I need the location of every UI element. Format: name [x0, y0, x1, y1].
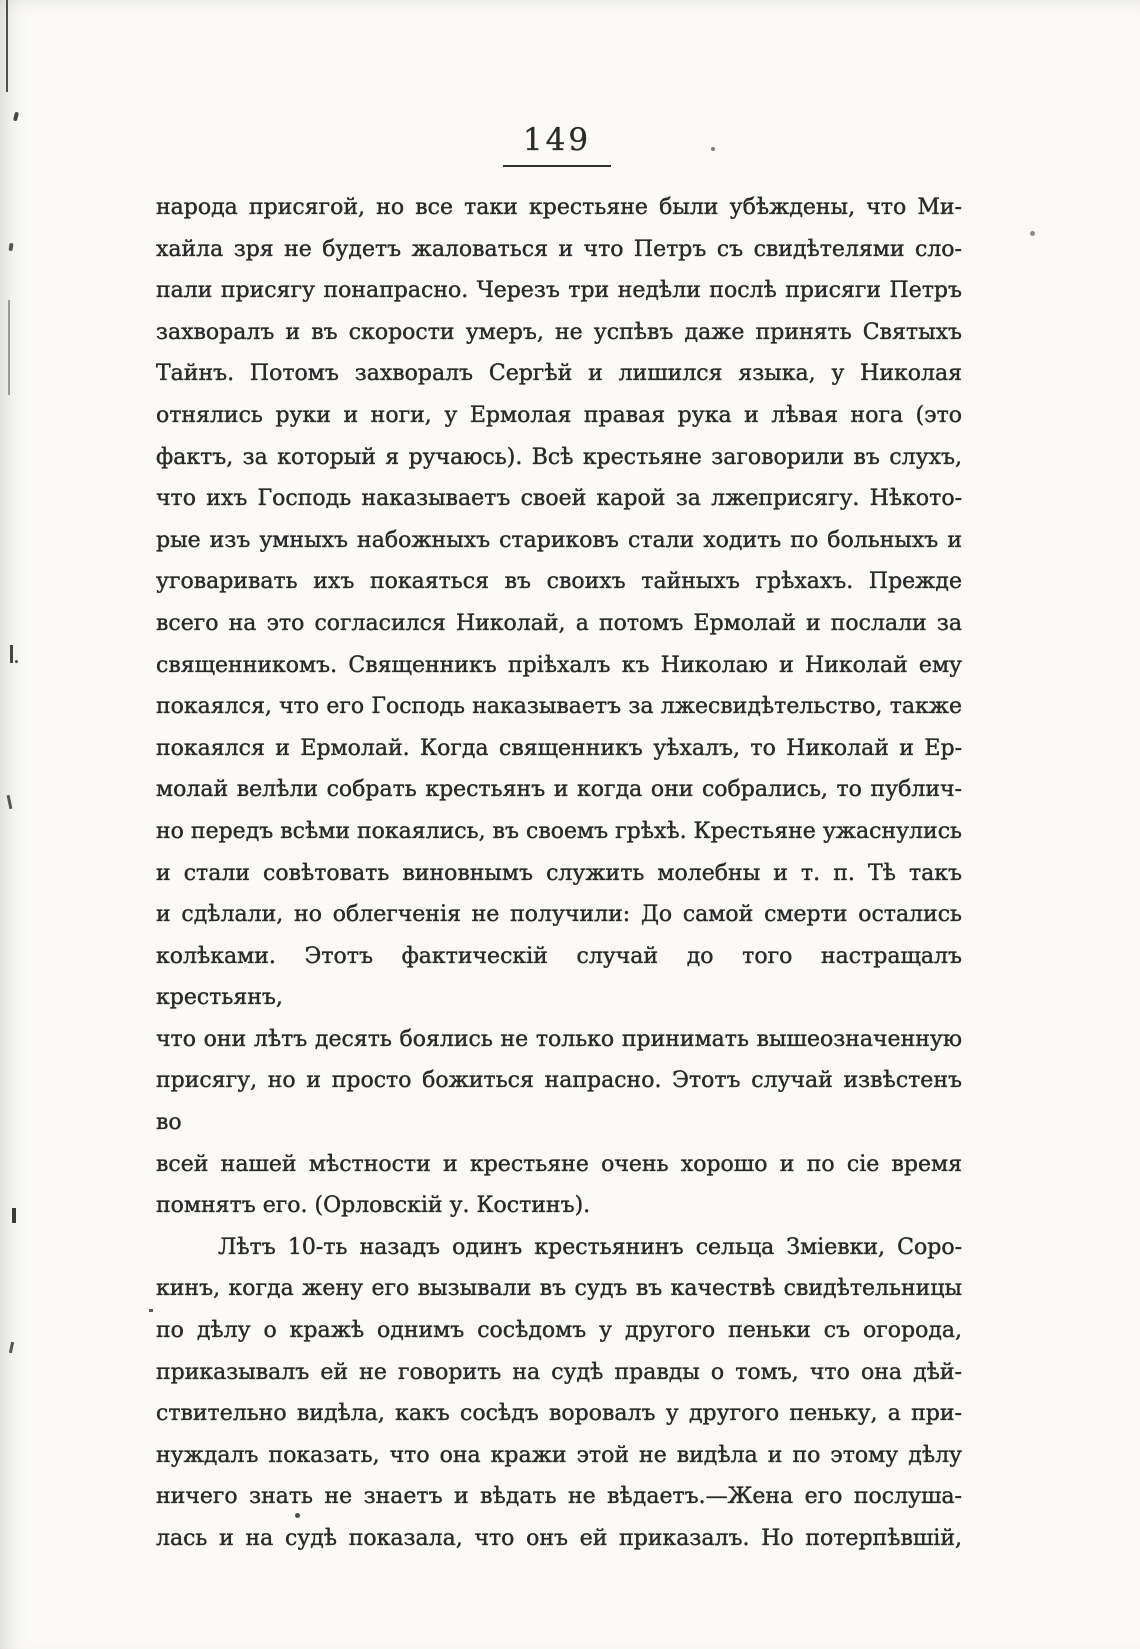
paragraph-new: [156, 1227, 962, 1560]
scan-artifact: [6, 0, 8, 92]
text-line: и стали совѣтовать виновнымъ служить молебны и т. п. Тѣ такъ: [156, 860, 962, 886]
text-line: помнятъ его. (Орловскій у. Костинъ).: [156, 1193, 591, 1219]
scan-artifact: [149, 1309, 153, 1312]
text-line: пали присягу понапрасно. Черезъ три недѣли послѣ присяги Петръ: [156, 278, 962, 304]
text-line: Тайнъ. Потомъ захворалъ Сергѣй и лишился языка, у Николая: [156, 361, 962, 387]
text-line: отнялись руки и ноги, у Ермолая правая рука и лѣвая нога (это: [156, 402, 962, 428]
text-line: но передъ всѣми покаялись, въ своемъ грѣхѣ. Крестьяне ужаснулись: [156, 818, 962, 844]
scan-artifact: [9, 1342, 14, 1353]
text-line: молай велѣли собрать крестьянъ и когда они собрались, то публич-: [156, 777, 962, 803]
text-line: присягу, но и просто божиться напрасно. Этотъ случай извѣстенъ во: [156, 1068, 962, 1136]
text-line: что ихъ Господь наказываетъ своей карой за лжеприсягу. Нѣкото-: [156, 486, 962, 512]
scan-artifact: [8, 300, 10, 395]
scan-artifact: [8, 243, 13, 251]
text-line: фактъ, за который я ручаюсь). Всѣ крестьяне заговорили въ слухъ,: [156, 444, 962, 470]
text-line: по дѣлу о кражѣ однимъ сосѣдомъ у другого пеньки съ огорода,: [156, 1318, 962, 1344]
page-header: [0, 122, 1140, 167]
text-line: нуждалъ показать, что она кражи этой не видѣла и по этому дѣлу: [156, 1442, 962, 1468]
page-number: 149: [503, 122, 611, 167]
text-line: Лѣтъ 10-ть назадъ одинъ крестьянинъ сельца Зміевки, Соро-: [218, 1234, 962, 1260]
text-line: покаялся и Ермолай. Когда священникъ уѣхалъ, то Николай и Ер-: [156, 735, 962, 761]
text-line: уговаривать ихъ покаяться въ своихъ тайныхъ грѣхахъ. Прежде: [156, 569, 962, 595]
text-line: хайла зря не будетъ жаловаться и что Петръ съ свидѣтелями сло-: [156, 236, 962, 262]
text-line: ствительно видѣла, какъ сосѣдъ воровалъ у другого пеньку, а при-: [156, 1401, 962, 1427]
paragraph-continued: [156, 187, 962, 1227]
text-line: покаялся, что его Господь наказываетъ за лжесвидѣтельство, также: [156, 694, 962, 720]
text-line: всей нашей мѣстности и крестьяне очень хорошо и по сіе время: [156, 1151, 962, 1177]
scan-artifact: [7, 795, 13, 809]
text-line: приказывалъ ей не говорить на судѣ правды о томъ, что она дѣй-: [156, 1359, 962, 1385]
scan-artifact: [12, 1208, 16, 1223]
text-line: всего на это согласился Николай, а потомъ Ермолай и послали за: [156, 610, 962, 636]
body-text: [156, 187, 962, 1560]
text-line: колѣками. Этотъ фактическій случай до того настращалъ крестьянъ,: [156, 943, 962, 1011]
text-line: что они лѣтъ десять боялись не только принимать вышеозначенную: [156, 1026, 962, 1052]
text-line: и сдѣлали, но облегченія не получили: До самой смерти остались: [156, 902, 962, 928]
scan-artifact: [15, 660, 18, 663]
text-line: священникомъ. Священникъ пріѣхалъ къ Николаю и Николай ему: [156, 652, 962, 678]
text-line: рые изъ умныхъ набожныхъ стариковъ стали ходить по больныхъ и: [156, 527, 962, 553]
text-line: народа присягой, но все таки крестьяне были убѣждены, что Ми-: [156, 195, 962, 220]
text-line: ничего знать не знаетъ и вѣдать не вѣдаетъ.—Жена его послуша-: [156, 1484, 962, 1510]
scan-artifact: [13, 112, 19, 122]
scan-artifact: [1030, 231, 1035, 236]
scan-artifact: [10, 645, 13, 663]
text-line: захворалъ и въ скорости умеръ, не успѣвъ даже принять Святыхъ: [156, 319, 962, 345]
text-line: кинъ, когда жену его вызывали въ судъ въ качествѣ свидѣтельницы: [156, 1276, 962, 1302]
text-line: лась и на судѣ показала, что онъ ей приказалъ. Но потерпѣвшій,: [156, 1526, 962, 1551]
